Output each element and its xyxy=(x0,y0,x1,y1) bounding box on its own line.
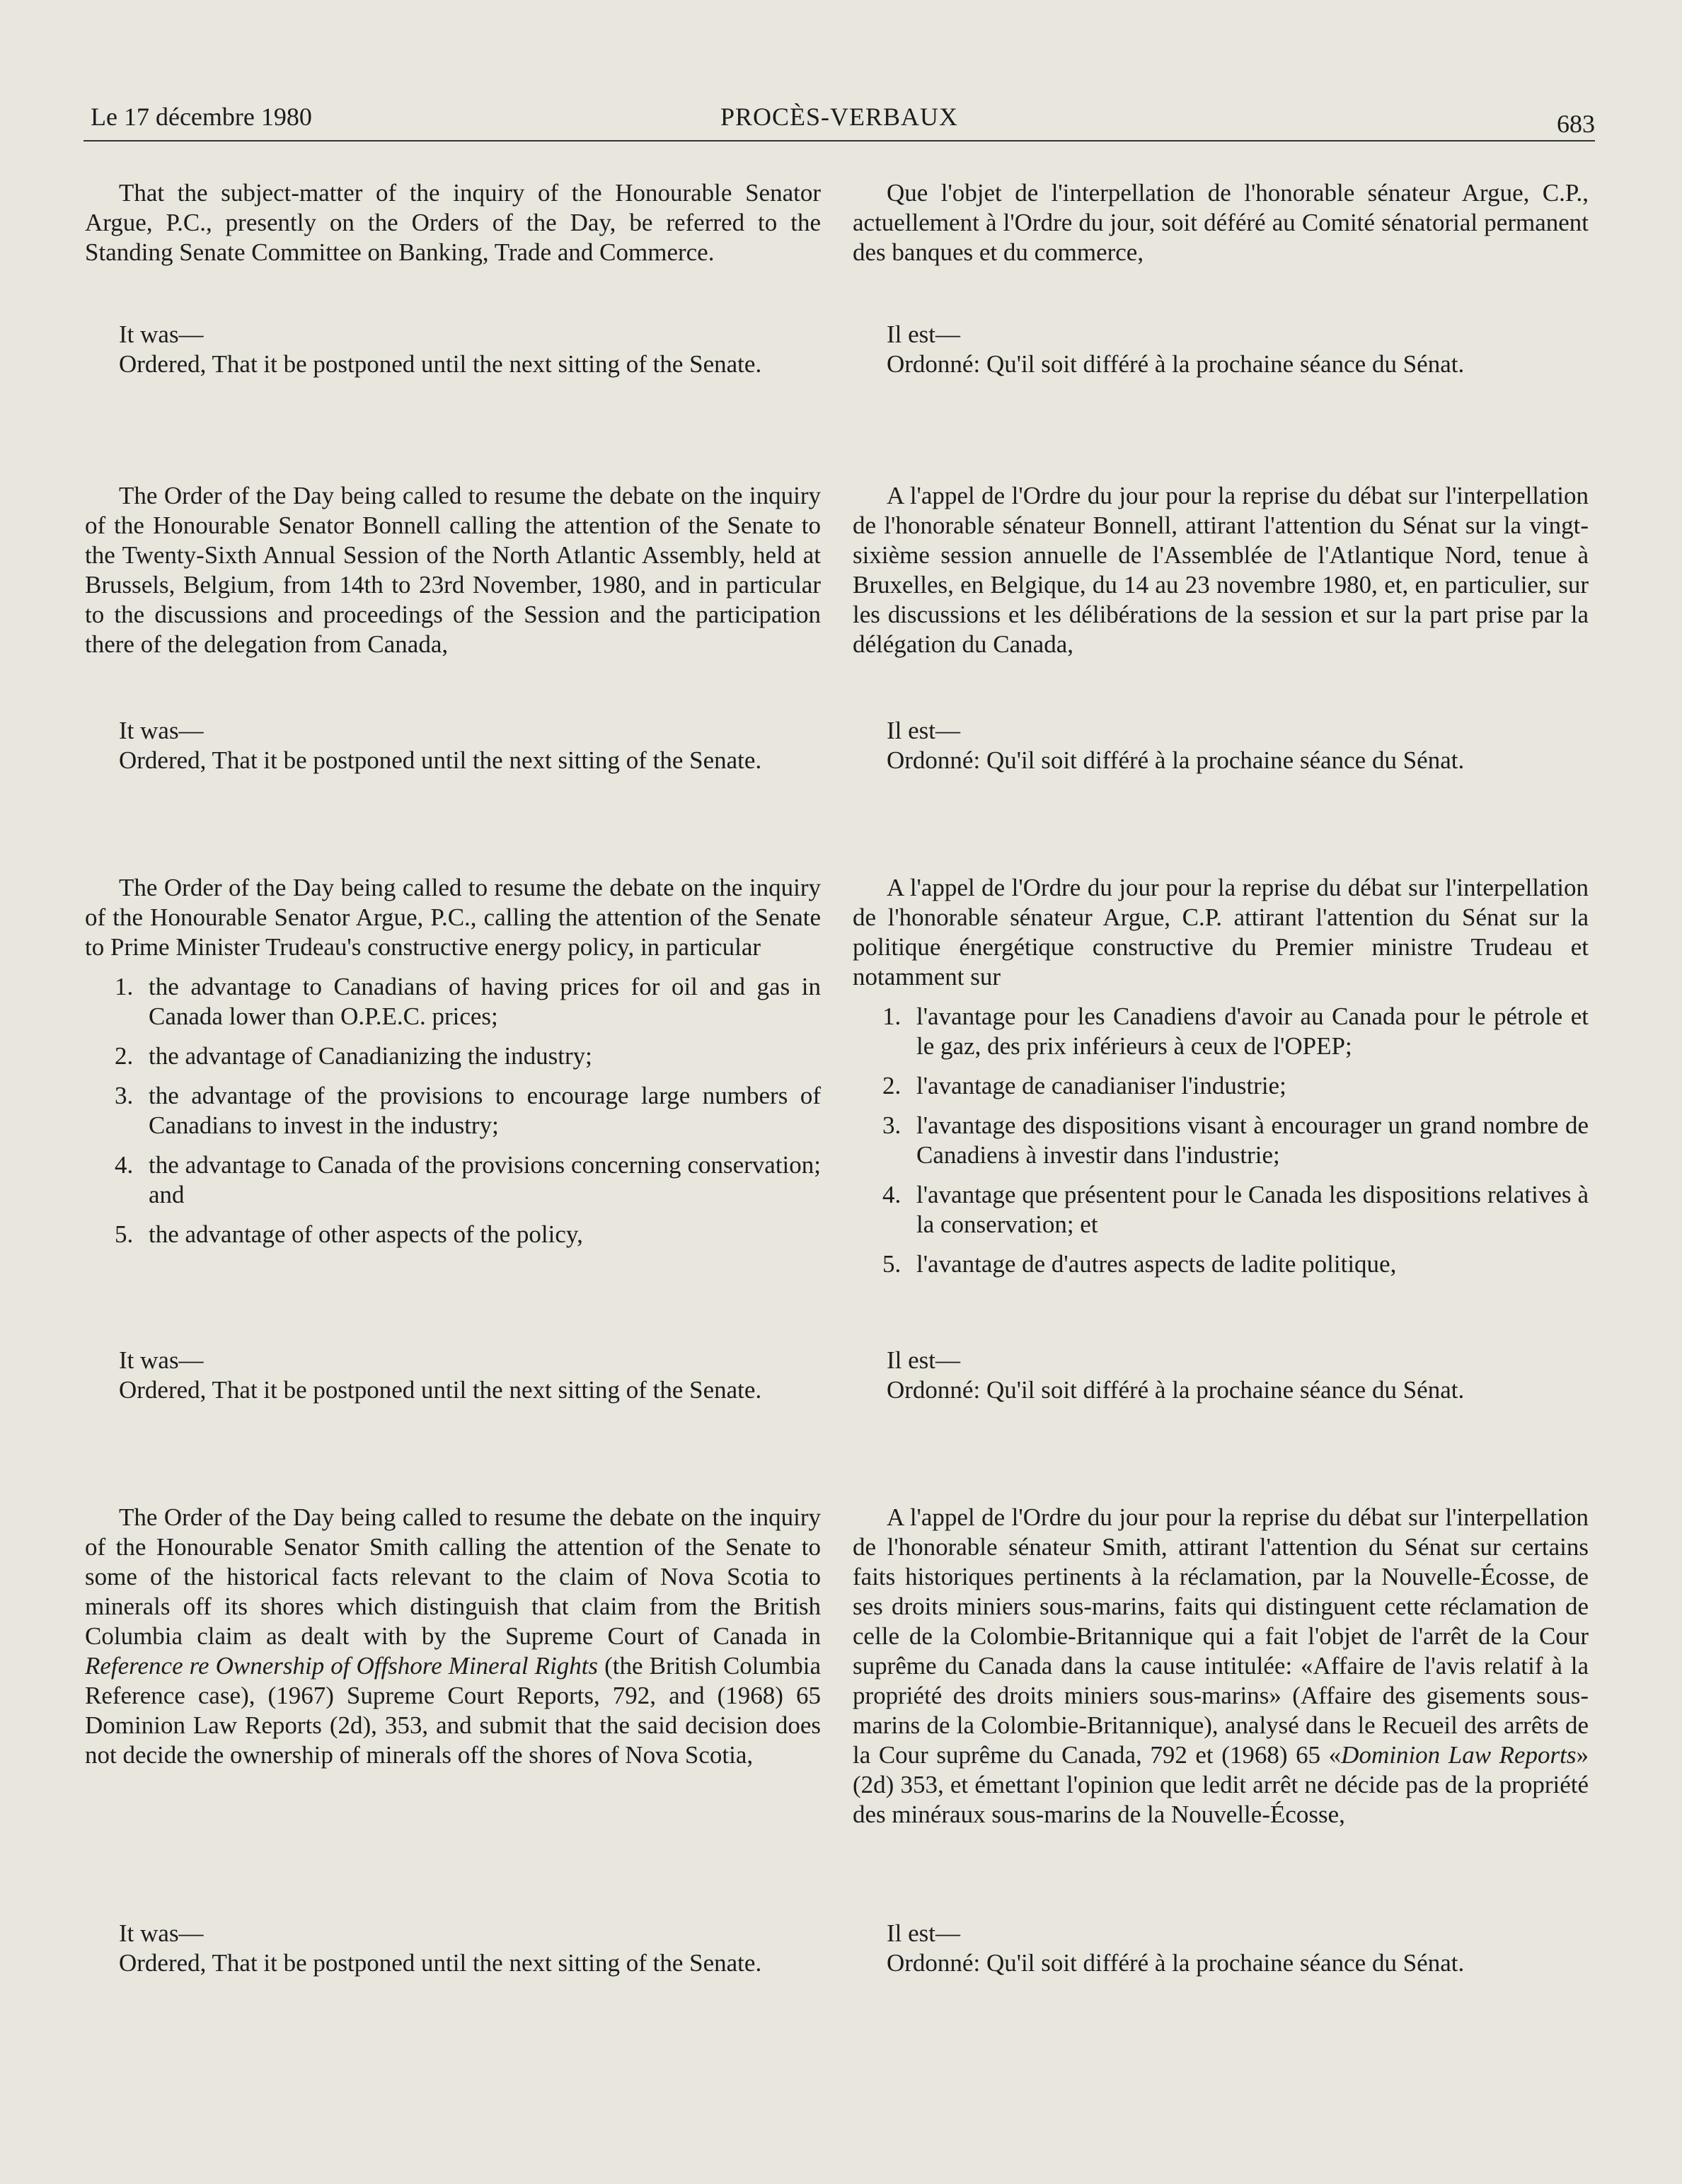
en-policy-list xyxy=(85,972,821,1249)
fr-ordonne: Ordonné: Qu'il soit différé à la prochaine séance du Sénat. xyxy=(887,1376,1465,1404)
fr-order-smith: A l'appel de l'Ordre du jour pour la reprise du débat sur l'interpellation de l'honorable sénateur Smith, attirant l'attention du Sénat sur certains faits historiques pertinents à la réclamation, par la Nouvelle-Écosse, de ses droits miniers sous-marins, faits qui distinguent cette réclamation de celle de la Colombie-Britannique qui a fait l'objet de l'arrêt de la Cour suprême du Canada dans la cause intitulée: «Affaire de l'avis relatif à la propriété des droits miniers sous-marins» (Affaire des gisements sous-marins de la Colombie-Britannique), analysé dans le Recueil des arrêts de la Cour suprême du Canada, 792 et (1968) 65 «Dominion Law Reports» (2d) 353, et émettant l'opinion que ledit arrêt ne décide pas de la propriété des minéraux sous-marins de la Nouvelle-Écosse, xyxy=(853,1503,1589,1828)
fr-ordonne: Ordonné: Qu'il soit différé à la prochaine séance du Sénat. xyxy=(887,350,1465,378)
en-order-bonnell: The Order of the Day being called to resume the debate on the inquiry of the Honourable Senator Bonnell calling the attention of the Senate to the Twenty-Sixth Annual Session of the North Atlantic Assembly, held at Brussels, Belgium, from 14th to 23rd November, 1980, and in particular to the discussions and proceedings of the Session and the participation there of the delegation from Canada, xyxy=(85,482,821,658)
en-motion-text: That the subject-matter of the inquiry of the Honourable Senator Argue, P.C., presently on the Orders of the Day, be referred to the Standing Senate Committee on Banking, Trade and Commerce. xyxy=(85,179,821,266)
fr-ruling-3 xyxy=(853,1346,1589,1405)
en-it-was: It was— xyxy=(119,320,204,348)
en-ruling-3 xyxy=(85,1346,821,1405)
en-it-was: It was— xyxy=(119,717,204,744)
en-ruling-2 xyxy=(85,716,821,775)
fr-ruling-4 xyxy=(853,1919,1589,1978)
list-item: 1. the advantage to Canadians of having prices for oil and gas in Canada lower than O.P.E.C. prices; xyxy=(115,973,821,1030)
en-ordered: Ordered, That it be postponed until the next sitting of the Senate. xyxy=(119,746,762,774)
page-number: 683 xyxy=(1557,110,1595,138)
en-motion-block xyxy=(85,178,821,267)
page-header xyxy=(83,98,1595,141)
list-item: 4. the advantage to Canada of the provisions concerning conservation; and xyxy=(115,1151,821,1208)
fr-ordonne: Ordonné: Qu'il soit différé à la prochaine séance du Sénat. xyxy=(887,746,1465,774)
fr-il-est: Il est— xyxy=(887,320,961,348)
list-item: 5. l'avantage de d'autres aspects de ladite politique, xyxy=(882,1250,1397,1278)
fr-motion-block xyxy=(853,178,1589,267)
en-it-was: It was— xyxy=(119,1919,204,1947)
en-smith-block xyxy=(85,1503,821,1770)
list-item: 1. l'avantage pour les Canadiens d'avoir au Canada pour le pétrole et le gaz, des prix inférieurs à ceux de l'OPEP; xyxy=(882,1003,1589,1060)
list-item: 5. the advantage of other aspects of the policy, xyxy=(115,1220,583,1248)
en-bonnell-block xyxy=(85,481,821,659)
en-ordered: Ordered, That it be postponed until the next sitting of the Senate. xyxy=(119,350,762,378)
fr-ruling-1 xyxy=(853,320,1589,379)
en-argue-block xyxy=(85,873,821,1249)
list-item: 4. l'avantage que présentent pour le Canada les dispositions relatives à la conservation; et xyxy=(882,1181,1589,1238)
fr-ruling-2 xyxy=(853,716,1589,775)
header-title: PROCÈS-VERBAUX xyxy=(720,103,959,131)
fr-il-est: Il est— xyxy=(887,1346,961,1374)
en-ruling-1 xyxy=(85,320,821,379)
en-order-argue: The Order of the Day being called to resume the debate on the inquiry of the Honourable Senator Argue, P.C., calling the attention of the Senate to Prime Minister Trudeau's constructive energy policy, in particular xyxy=(85,874,821,961)
en-ordered: Ordered, That it be postponed until the next sitting of the Senate. xyxy=(119,1949,762,1977)
fr-bonnell-block xyxy=(853,481,1589,659)
fr-smith-block xyxy=(853,1503,1589,1830)
list-item: 3. the advantage of the provisions to encourage large numbers of Canadians to invest in the industry; xyxy=(115,1082,821,1139)
fr-motion-text: Que l'objet de l'interpellation de l'honorable sénateur Argue, C.P., actuellement à l'Ordre du jour, soit déféré au Comité sénatorial permanent des banques et du commerce, xyxy=(853,179,1589,266)
list-item: 3. l'avantage des dispositions visant à encourager un grand nombre de Canadiens à investir dans l'industrie; xyxy=(882,1111,1589,1169)
list-item: 2. l'avantage de canadianiser l'industrie; xyxy=(882,1072,1286,1099)
fr-order-argue: A l'appel de l'Ordre du jour pour la reprise du débat sur l'interpellation de l'honorable sénateur Argue, C.P. attirant l'attention du Sénat sur la politique énergétique constructive du Premier ministre Trudeau et notamment sur xyxy=(853,874,1589,990)
header-date: Le 17 décembre 1980 xyxy=(91,103,312,131)
en-it-was: It was— xyxy=(119,1346,204,1374)
fr-il-est: Il est— xyxy=(887,717,961,744)
fr-policy-list xyxy=(853,1002,1589,1279)
fr-argue-block xyxy=(853,873,1589,1279)
fr-il-est: Il est— xyxy=(887,1919,961,1947)
fr-ordonne: Ordonné: Qu'il soit différé à la prochaine séance du Sénat. xyxy=(887,1949,1465,1977)
en-ruling-4 xyxy=(85,1919,821,1978)
en-order-smith: The Order of the Day being called to resume the debate on the inquiry of the Honourable Senator Smith calling the attention of the Senate to some of the historical facts relevant to the claim of Nova Scotia to minerals off its shores which distinguish that claim from the British Columbia claim as dealt with by the Supreme Court of Canada in Reference re Ownership of Offshore Mineral Rights (the British Columbia Reference case), (1967) Supreme Court Reports, 792, and (1968) 65 Dominion Law Reports (2d), 353, and submit that the said decision does not decide the ownership of minerals off the shores of Nova Scotia, xyxy=(85,1503,821,1769)
en-ordered: Ordered, That it be postponed until the next sitting of the Senate. xyxy=(119,1376,762,1404)
fr-order-bonnell: A l'appel de l'Ordre du jour pour la reprise du débat sur l'interpellation de l'honorable sénateur Bonnell, attirant l'attention du Sénat sur la vingt-sixième session annuelle de l'Assemblée de l'Atlantique Nord, tenue à Bruxelles, en Belgique, du 14 au 23 novembre 1980, et, en particulier, sur les discussions et les délibérations de la session et sur la part prise par la délégation du Canada, xyxy=(853,482,1589,658)
list-item: 2. the advantage of Canadianizing the industry; xyxy=(115,1042,592,1070)
